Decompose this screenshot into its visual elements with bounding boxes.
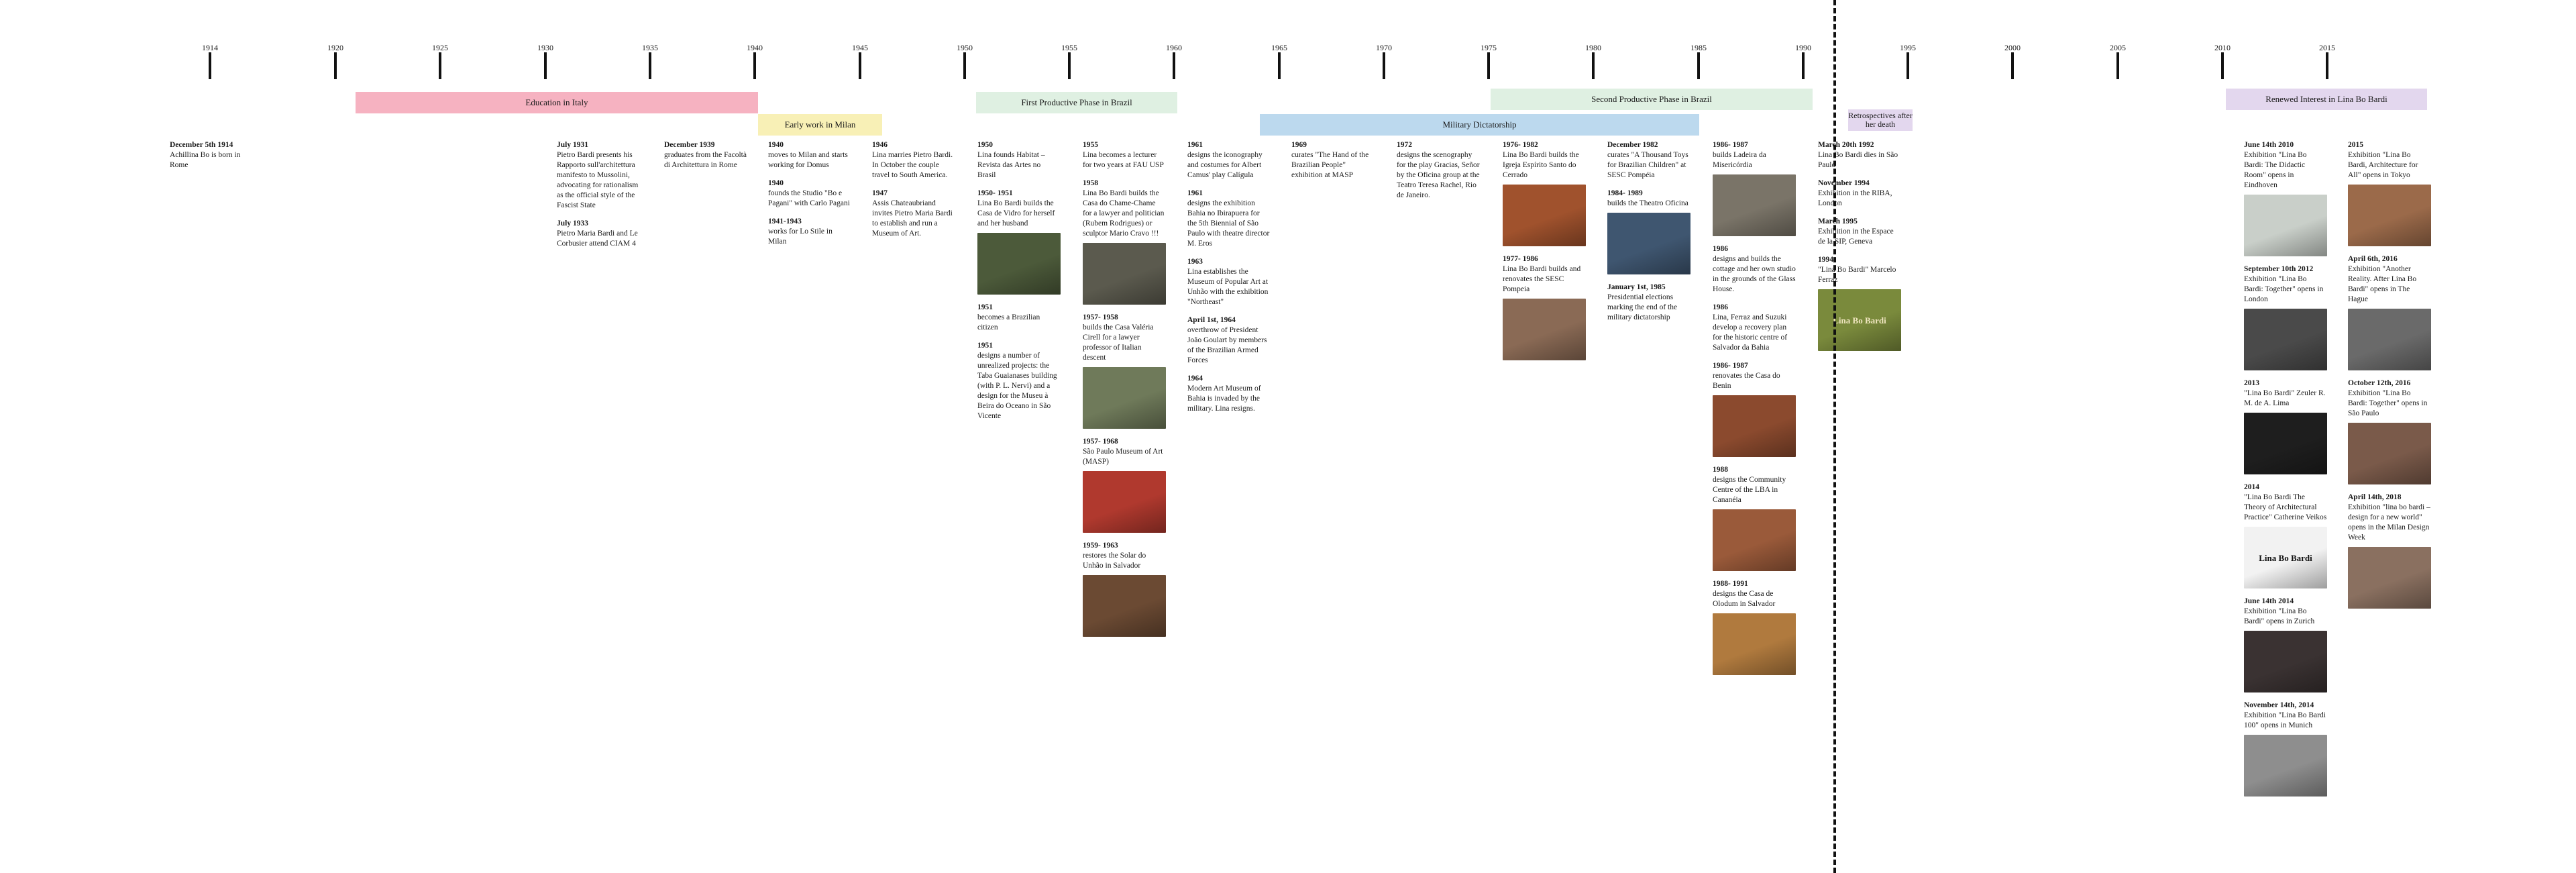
year-tick-mark <box>439 52 441 79</box>
event-date: April 6th, 2016 <box>2348 255 2398 263</box>
event-description: works for Lo Stile in Milan <box>768 227 833 246</box>
timeline-event <box>1083 541 1166 637</box>
timeline-event <box>1083 313 1166 429</box>
event-date: 1946 <box>872 141 888 149</box>
timeline-event <box>1083 140 1166 170</box>
timeline-event <box>2244 597 2327 692</box>
year-tick-mark <box>1592 52 1595 79</box>
timeline-event <box>2244 482 2327 588</box>
band-early-work-in-milan <box>758 114 882 136</box>
event-date: 1955 <box>1083 141 1098 149</box>
event-date: December 5th 1914 <box>170 141 233 149</box>
year-tick-mark <box>859 52 861 79</box>
timeline-event <box>1713 303 1796 353</box>
timeline-event <box>1083 178 1166 305</box>
year-tick-mark <box>1278 52 1281 79</box>
timeline-event <box>557 140 640 211</box>
event-photo <box>1503 185 1586 246</box>
event-photo <box>1713 509 1796 571</box>
event-photo <box>1713 174 1796 236</box>
event-description: Lina founds Habitat – Revista das Artes no Brasil <box>977 151 1045 179</box>
timeline-event <box>2348 378 2431 484</box>
timeline-event <box>2348 254 2431 370</box>
event-description: Exhibition "Lina Bo Bardi: The Didactic Room" opens in Eindhoven <box>2244 151 2307 189</box>
timeline-event <box>170 140 253 170</box>
event-description: renovates the Casa do Benin <box>1713 372 1780 390</box>
timeline-event <box>2348 493 2431 609</box>
band-label: Renewed Interest in Lina Bo Bardi <box>2265 94 2387 104</box>
event-description: Lina Bo Bardi builds and renovates the SESC Pompeia <box>1503 265 1581 293</box>
year-tick-mark <box>753 52 756 79</box>
timeline-event <box>1713 140 1796 236</box>
event-photo <box>1503 299 1586 360</box>
event-date: January 1st, 1985 <box>1607 283 1666 291</box>
event-description: Exhibition in the Espace de la SIP, Geneva <box>1818 227 1894 246</box>
event-description: Exhibition "Lina Bo Bardi: Together" opens in London <box>2244 275 2324 303</box>
band-military-dictatorship <box>1260 114 1699 136</box>
event-date: November 1994 <box>1818 179 1870 187</box>
event-photo <box>1083 575 1166 637</box>
event-date: 1940 <box>768 179 784 187</box>
timeline-event <box>1818 255 1901 351</box>
event-date: 1988 <box>1713 466 1728 474</box>
event-date: 1972 <box>1397 141 1412 149</box>
event-date: 1964 <box>1187 374 1203 382</box>
year-tick-label: 1995 <box>1900 43 1916 52</box>
event-date: 1986- 1987 <box>1713 141 1748 149</box>
event-description: restores the Solar do Unhão in Salvador <box>1083 552 1146 570</box>
year-tick-label: 1935 <box>642 43 658 52</box>
event-date: 1951 <box>977 303 993 311</box>
event-description: designs the iconography and costumes for Albert Camus' play Calígula <box>1187 151 1263 179</box>
event-description: Assis Chateaubriand invites Pietro Maria Bardi to establish and run a Museum of Art. <box>872 199 953 238</box>
year-tick-label: 1980 <box>1585 43 1601 52</box>
event-photo <box>2348 185 2431 246</box>
year-tick-mark <box>1802 52 1805 79</box>
event-column <box>557 140 640 257</box>
year-tick-label: 1950 <box>957 43 973 52</box>
timeline-event <box>1083 437 1166 533</box>
event-date: 1950- 1951 <box>977 189 1013 197</box>
event-date: 1957- 1958 <box>1083 313 1118 321</box>
timeline-event <box>1187 315 1271 366</box>
event-description: Exhibition "Another Reality. After Lina Bo Bardi" opens in The Hague <box>2348 265 2417 303</box>
band-label: Education in Italy <box>525 97 588 107</box>
year-tick-label: 1990 <box>1795 43 1811 52</box>
timeline-event <box>2244 378 2327 474</box>
event-description: Exhibition "lina bo bardi – design for a new world" opens in the Milan Design Week <box>2348 503 2430 542</box>
year-tick-mark <box>2011 52 2014 79</box>
event-date: 1959- 1963 <box>1083 542 1118 550</box>
year-tick-mark <box>649 52 651 79</box>
event-description: Exhibition in the RIBA, London <box>1818 189 1892 207</box>
event-photo <box>1083 243 1166 305</box>
year-tick-mark <box>2116 52 2119 79</box>
event-column <box>1187 140 1271 422</box>
year-tick-mark <box>1068 52 1071 79</box>
photo-caption: Lina Bo Bardi <box>1833 315 1886 325</box>
event-date: 1986 <box>1713 245 1728 253</box>
event-date: September 10th 2012 <box>2244 265 2314 273</box>
year-tick-label: 1920 <box>327 43 343 52</box>
year-tick-label: 2000 <box>2004 43 2021 52</box>
timeline-event <box>2244 264 2327 370</box>
timeline-event <box>872 189 955 239</box>
year-tick-label: 1925 <box>432 43 448 52</box>
timeline-event <box>1607 189 1690 274</box>
event-description: Achillina Bo is born in Rome <box>170 151 241 169</box>
event-photo <box>1713 613 1796 675</box>
event-description: Exhibition "Lina Bo Bardi" opens in Zurich <box>2244 607 2315 625</box>
event-description: Lina establishes the Museum of Popular Art at Unhão with the exhibition "Northeast" <box>1187 268 1269 306</box>
photo-caption: Lina Bo Bardi <box>2259 552 2312 563</box>
event-column <box>1818 140 1901 359</box>
timeline-event <box>2244 140 2327 256</box>
event-date: 1976- 1982 <box>1503 141 1538 149</box>
event-description: designs the Community Centre of the LBA in Cananéia <box>1713 476 1786 504</box>
year-tick-label: 2010 <box>2214 43 2231 52</box>
timeline-event <box>1818 217 1901 247</box>
timeline-event <box>1503 254 1586 360</box>
year-tick-mark <box>1907 52 1909 79</box>
year-tick-mark <box>2221 52 2224 79</box>
year-tick-mark <box>1487 52 1490 79</box>
event-description: designs the Casa de Olodum in Salvador <box>1713 590 1776 608</box>
event-photo <box>2244 735 2327 797</box>
event-description: builds the Theatro Oficina <box>1607 199 1688 207</box>
timeline-event <box>977 140 1061 181</box>
year-tick-label: 1975 <box>1481 43 1497 52</box>
event-description: Lina Bo Bardi dies in São Paulo <box>1818 151 1898 169</box>
year-tick-label: 2005 <box>2110 43 2126 52</box>
event-photo <box>1607 213 1690 274</box>
band-label: First Productive Phase in Brazil <box>1021 97 1132 107</box>
event-photo <box>977 233 1061 295</box>
timeline-event <box>977 303 1061 333</box>
event-description: builds Ladeira da Misericórdia <box>1713 151 1766 169</box>
event-date: December 1939 <box>664 141 715 149</box>
event-date: 1986- 1987 <box>1713 362 1748 370</box>
timeline-event <box>1713 361 1796 457</box>
timeline-event <box>1607 283 1690 323</box>
band-second-productive-phase <box>1491 89 1813 110</box>
year-tick-label: 1965 <box>1271 43 1287 52</box>
year-tick-label: 1985 <box>1690 43 1707 52</box>
event-photo <box>2348 423 2431 484</box>
timeline-event <box>1187 257 1271 307</box>
event-description: becomes a Brazilian citizen <box>977 313 1040 331</box>
event-column <box>1607 140 1690 331</box>
band-renewed-interest <box>2226 89 2427 110</box>
year-tick-mark <box>2326 52 2328 79</box>
event-date: 1977- 1986 <box>1503 255 1538 263</box>
event-photo <box>2244 309 2327 370</box>
event-date: June 14th 2014 <box>2244 597 2294 605</box>
event-date: March 20th 1992 <box>1818 141 1874 149</box>
event-photo <box>1083 471 1166 533</box>
event-description: "Lina Bo Bardi" Zeuler R. M. de A. Lima <box>2244 389 2326 407</box>
event-date: July 1931 <box>557 141 588 149</box>
event-photo <box>2244 195 2327 256</box>
event-description: designs the scenography for the play Gracias, Señor by the Oficina group at the Teatro Teresa Rachel, Rio de Janeiro. <box>1397 151 1480 199</box>
event-column <box>1291 140 1375 189</box>
event-description: Pietro Bardi presents his Rapporto sull'architettura manifesto to Mussolini, advocating for rationalism as the official style of the Fascist State <box>557 151 639 209</box>
event-date: 1958 <box>1083 179 1098 187</box>
event-column <box>1397 140 1480 209</box>
event-description: designs a number of unrealized projects: the Taba Guaianases building (with P. L. Nervi) and a design for the Museu à Beira do Oceano in São Vicente <box>977 352 1057 420</box>
event-date: March 1995 <box>1818 217 1858 225</box>
event-date: 1961 <box>1187 141 1203 149</box>
year-tick-label: 1955 <box>1061 43 1077 52</box>
event-description: Lina marries Pietro Bardi. In October the couple travel to South America. <box>872 151 953 179</box>
event-photo <box>2244 527 2327 588</box>
event-date: October 12th, 2016 <box>2348 379 2411 387</box>
event-description: graduates from the Facoltà di Architettura in Rome <box>664 151 747 169</box>
year-tick-mark <box>1383 52 1385 79</box>
event-date: December 1982 <box>1607 141 1658 149</box>
event-photo <box>2244 631 2327 692</box>
event-description: builds the Casa Valéria Cirell for a lawyer professor of Italian descent <box>1083 323 1154 362</box>
event-description: curates "The Hand of the Brazilian People" exhibition at MASP <box>1291 151 1369 179</box>
year-tick-label: 1914 <box>202 43 218 52</box>
band-education-in-italy <box>356 92 758 113</box>
timeline-event <box>557 219 640 249</box>
event-photo <box>1818 289 1901 351</box>
event-date: 1969 <box>1291 141 1307 149</box>
event-description: Lina, Ferraz and Suzuki develop a recovery plan for the historic centre of Salvador da Bahia <box>1713 313 1788 352</box>
band-retrospectives <box>1848 109 1913 131</box>
band-label: Retrospectives after her death <box>1848 111 1913 129</box>
timeline-event <box>1713 244 1796 295</box>
event-photo <box>2244 413 2327 474</box>
event-description: moves to Milan and starts working for Domus <box>768 151 848 169</box>
year-tick-mark <box>1697 52 1700 79</box>
year-tick-label: 1940 <box>747 43 763 52</box>
event-date: 1994 <box>1818 256 1833 264</box>
timeline-event <box>1503 140 1586 246</box>
event-date: 1963 <box>1187 258 1203 266</box>
event-date: 2013 <box>2244 379 2259 387</box>
event-date: 1940 <box>768 141 784 149</box>
year-tick-label: 1970 <box>1376 43 1392 52</box>
event-date: 1988- 1991 <box>1713 580 1748 588</box>
year-tick-mark <box>544 52 547 79</box>
event-description: "Lina Bo Bardi" Marcelo Ferraz <box>1818 266 1896 284</box>
event-description: curates "A Thousand Toys for Brazilian Children" at SESC Pompéia <box>1607 151 1688 179</box>
event-date: July 1933 <box>557 219 588 227</box>
event-date: 1941-1943 <box>768 217 802 225</box>
event-description: Lina becomes a lecturer for two years at FAU USP <box>1083 151 1164 169</box>
event-column <box>977 140 1061 429</box>
year-tick-mark <box>334 52 337 79</box>
event-date: 1951 <box>977 342 993 350</box>
event-description: designs the exhibition Bahia no Ibirapuera for the 5th Biennial of São Paulo with theatre director M. Eros <box>1187 199 1270 248</box>
timeline-event <box>1187 374 1271 414</box>
year-tick-mark <box>1173 52 1175 79</box>
event-description: Lina Bo Bardi builds the Igreja Espírito Santo do Cerrado <box>1503 151 1579 179</box>
timeline-event <box>1291 140 1375 181</box>
event-date: April 1st, 1964 <box>1187 316 1236 324</box>
event-date: 1947 <box>872 189 888 197</box>
band-label: Second Productive Phase in Brazil <box>1591 94 1712 104</box>
event-description: "Lina Bo Bardi The Theory of Architectural Practice" Catherine Veikos <box>2244 493 2327 521</box>
event-description: São Paulo Museum of Art (MASP) <box>1083 448 1163 466</box>
event-column <box>768 140 851 255</box>
event-date: 2015 <box>2348 141 2363 149</box>
event-date: April 14th, 2018 <box>2348 493 2402 501</box>
timeline-event <box>1818 178 1901 209</box>
event-date: 1961 <box>1187 189 1203 197</box>
event-description: Exhibition "Lina Bo Bardi, Architecture for All" opens in Tokyo <box>2348 151 2418 179</box>
year-tick-label: 1945 <box>852 43 868 52</box>
band-label: Military Dictatorship <box>1442 119 1517 130</box>
year-tick-label: 2015 <box>2319 43 2335 52</box>
event-description: Exhibition "Lina Bo Bardi: Together" opens in São Paulo <box>2348 389 2428 417</box>
timeline-event <box>768 140 851 170</box>
year-tick-label: 1960 <box>1166 43 1182 52</box>
event-column <box>872 140 955 247</box>
band-first-productive-phase <box>976 92 1177 113</box>
event-date: November 14th, 2014 <box>2244 701 2314 709</box>
year-tick-mark <box>209 52 211 79</box>
event-column <box>1713 140 1796 683</box>
event-date: 1950 <box>977 141 993 149</box>
timeline-axis <box>0 0 2576 94</box>
timeline-event <box>977 189 1061 295</box>
timeline-event <box>664 140 747 170</box>
event-photo <box>1083 367 1166 429</box>
year-tick-label: 1930 <box>537 43 553 52</box>
timeline-event <box>768 178 851 209</box>
event-description: founds the Studio "Bo e Pagani" with Carlo Pagani <box>768 189 850 207</box>
band-label: Early work in Milan <box>784 119 856 130</box>
timeline-event <box>1397 140 1480 201</box>
event-date: 1984- 1989 <box>1607 189 1643 197</box>
timeline-event <box>1818 140 1901 170</box>
timeline-event <box>768 217 851 247</box>
timeline-event <box>977 341 1061 421</box>
event-description: designs and builds the cottage and her own studio in the grounds of the Glass House. <box>1713 255 1796 293</box>
timeline-event <box>1607 140 1690 181</box>
event-description: Lina Bo Bardi builds the Casa do Chame-Chame for a lawyer and politician (Rubem Rodrigues) or sculptor Mario Cravo !!! <box>1083 189 1165 238</box>
event-date: 1986 <box>1713 303 1728 311</box>
event-photo <box>1713 395 1796 457</box>
event-description: Exhibition "Lina Bo Bardi 100" opens in Munich <box>2244 711 2326 729</box>
event-date: June 14th 2010 <box>2244 141 2294 149</box>
event-description: Pietro Maria Bardi and Le Corbusier attend CIAM 4 <box>557 229 638 248</box>
year-tick-mark <box>963 52 966 79</box>
event-description: Modern Art Museum of Bahia is invaded by the military. Lina resigns. <box>1187 384 1261 413</box>
timeline-event <box>1713 465 1796 571</box>
timeline-event <box>872 140 955 181</box>
event-description: overthrow of President João Goulart by members of the Brazilian Armed Forces <box>1187 326 1267 364</box>
death-divider-line <box>1833 0 1836 873</box>
event-column <box>1083 140 1166 645</box>
event-column <box>1503 140 1586 368</box>
event-description: Presidential elections marking the end of the military dictatorship <box>1607 293 1678 321</box>
event-date: 2014 <box>2244 483 2259 491</box>
event-column <box>2244 140 2327 805</box>
event-photo <box>2348 547 2431 609</box>
event-photo <box>2348 309 2431 370</box>
event-date: 1957- 1968 <box>1083 438 1118 446</box>
timeline-event <box>1713 579 1796 675</box>
event-column <box>170 140 253 178</box>
timeline-event <box>1187 140 1271 181</box>
event-description: Lina Bo Bardi builds the Casa de Vidro for herself and her husband <box>977 199 1055 227</box>
event-column <box>2348 140 2431 617</box>
timeline-event <box>2244 701 2327 797</box>
timeline-event <box>1187 189 1271 249</box>
event-column <box>664 140 747 178</box>
timeline-event <box>2348 140 2431 246</box>
